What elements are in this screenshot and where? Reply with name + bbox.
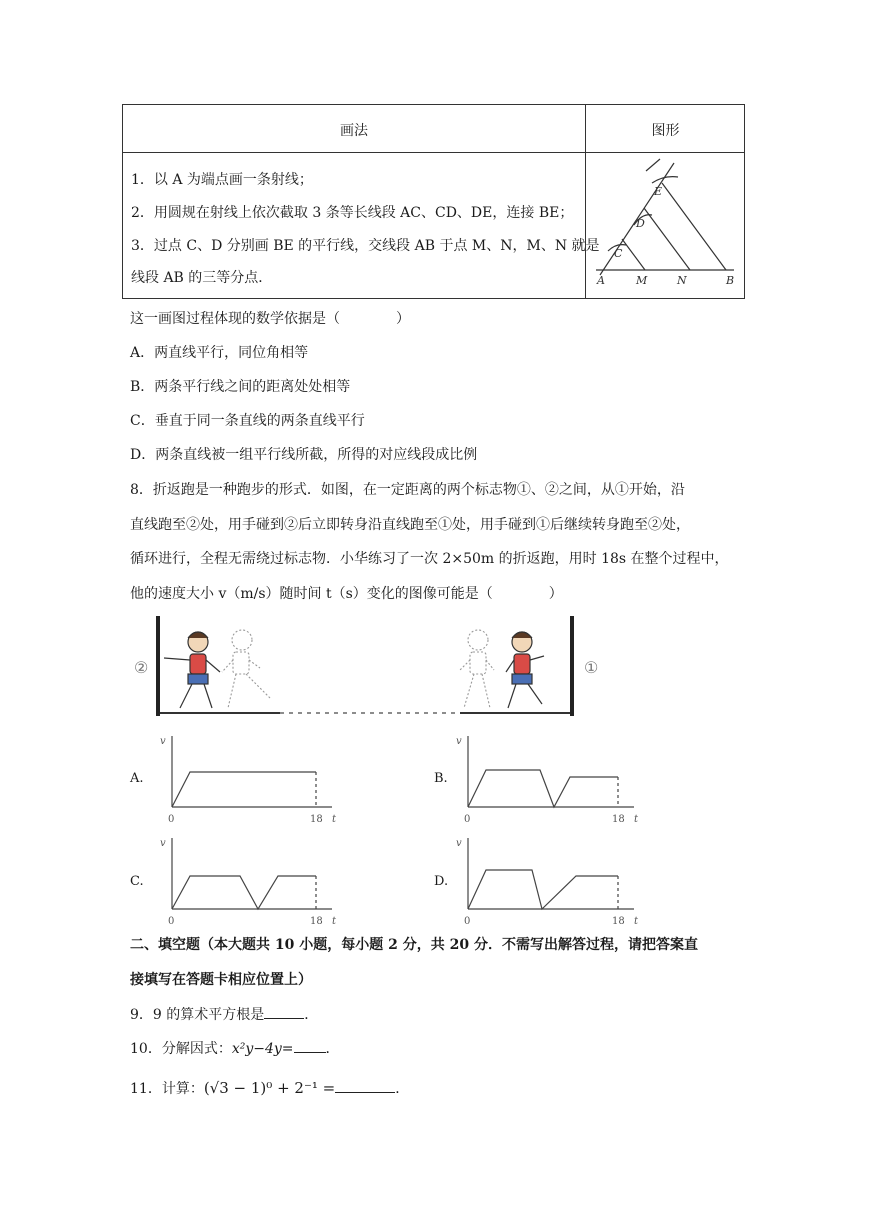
q7-stem: 这一画图过程体现的数学依据是（ ） bbox=[130, 311, 410, 327]
graph-b-end: 18 bbox=[612, 814, 625, 825]
section-2-title-line-1: 二、填空题（本大题共 10 小题，每小题 2 分，共 20 分．不需写出解答过程，请把答案直 bbox=[130, 937, 698, 953]
marker-2: ② bbox=[134, 658, 149, 677]
q7-option-a[interactable]: A．两直线平行，同位角相等 bbox=[130, 345, 309, 361]
table-step-2: 2．用圆规在射线上依次截取 3 条等长线段 AC、CD、DE，连接 BE； bbox=[131, 205, 574, 221]
q10-answer-blank[interactable] bbox=[294, 1038, 326, 1053]
marker-1: ① bbox=[584, 658, 599, 677]
q8-line-4: 他的速度大小 v（m/s）随时间 t（s）变化的图像可能是（ ） bbox=[130, 586, 563, 602]
table-step-1: 1．以 A 为端点画一条射线； bbox=[131, 172, 313, 188]
tick-e bbox=[646, 159, 660, 171]
table-step-3: 3．过点 C、D 分别画 BE 的平行线，交线段 AB 于点 M、N，M、N 就是 bbox=[131, 238, 600, 254]
q8-line-1: 8．折返跑是一种跑步的形式．如图，在一定距离的两个标志物①、②之间，从①开始，沿 bbox=[130, 482, 685, 498]
graph-c-label[interactable]: C. bbox=[130, 874, 144, 889]
q8-line-3: 循环进行，全程无需绕过标志物．小华练习了一次 2×50m 的折返跑，用时 18s 在整个过程中， bbox=[130, 551, 729, 567]
q9 bbox=[130, 1004, 318, 1024]
runner-left-ghost bbox=[222, 630, 270, 708]
shuttle-run-illustration bbox=[130, 612, 610, 720]
graph-a-end: 18 bbox=[310, 814, 323, 825]
label-b: B bbox=[726, 274, 735, 287]
q11 bbox=[130, 1078, 409, 1098]
construction-table bbox=[122, 104, 745, 299]
graph-b-curve bbox=[468, 770, 618, 807]
parallel-dn bbox=[644, 208, 690, 270]
q11-suffix: ． bbox=[395, 1081, 410, 1097]
graph-c-zero: 0 bbox=[168, 916, 175, 927]
graph-a-t: t bbox=[332, 814, 337, 825]
post-1 bbox=[570, 616, 574, 716]
graph-a-v: v bbox=[160, 736, 166, 747]
post-2 bbox=[156, 616, 160, 716]
q10-expression: x²y−4y= bbox=[231, 1041, 294, 1057]
table-step-3-cont: 线段 AB 的三等分点． bbox=[131, 270, 273, 286]
label-d: D bbox=[636, 217, 645, 230]
table-header-method: 画法 bbox=[340, 123, 368, 139]
graph-a-zero: 0 bbox=[168, 814, 175, 825]
q11-answer-blank[interactable] bbox=[335, 1078, 395, 1093]
graph-a bbox=[160, 732, 340, 827]
label-m: M bbox=[636, 274, 648, 287]
graph-a-label[interactable]: A. bbox=[130, 771, 144, 786]
table-header-figure: 图形 bbox=[651, 123, 680, 139]
graph-a-curve bbox=[172, 772, 316, 807]
q10-suffix: ． bbox=[325, 1041, 340, 1057]
label-e: E bbox=[654, 185, 663, 198]
q8-line-2: 直线跑至②处，用手碰到②后立即转身沿直线跑至①处，用手碰到①后继续转身跑至②处， bbox=[130, 517, 690, 533]
graph-c bbox=[160, 834, 340, 929]
runner-left bbox=[164, 632, 220, 708]
q9-suffix: ． bbox=[304, 1007, 319, 1023]
graph-d-zero: 0 bbox=[464, 916, 471, 927]
graph-d-label[interactable]: D. bbox=[434, 874, 449, 889]
parallel-cm bbox=[622, 239, 645, 270]
label-c: C bbox=[614, 247, 623, 260]
label-a: A bbox=[597, 274, 605, 287]
section-2-title-line-2: 接填写在答题卡相应位置上） bbox=[130, 972, 312, 988]
graph-d-curve bbox=[468, 870, 618, 909]
q7-option-c[interactable]: C．垂直于同一条直线的两条直线平行 bbox=[130, 413, 365, 429]
graph-c-end: 18 bbox=[310, 916, 323, 927]
graph-c-t: t bbox=[332, 916, 337, 927]
arc-e bbox=[652, 177, 678, 183]
trisection-figure bbox=[586, 153, 745, 299]
q11-prefix: 11．计算： bbox=[130, 1081, 204, 1097]
segment-be bbox=[662, 183, 726, 270]
graph-d bbox=[456, 834, 641, 929]
runner-right bbox=[506, 632, 544, 708]
graph-b-t: t bbox=[634, 814, 639, 825]
q7-option-b[interactable]: B．两条平行线之间的距离处处相等 bbox=[130, 379, 351, 395]
graph-c-curve bbox=[172, 876, 316, 909]
graph-b-zero: 0 bbox=[464, 814, 471, 825]
graph-d-v: v bbox=[456, 838, 462, 849]
graph-b-v: v bbox=[456, 736, 462, 747]
graph-d-t: t bbox=[634, 916, 639, 927]
graph-d-end: 18 bbox=[612, 916, 625, 927]
graph-c-v: v bbox=[160, 838, 166, 849]
q7-option-d[interactable]: D．两条直线被一组平行线所截，所得的对应线段成比例 bbox=[130, 447, 478, 463]
graph-b-label[interactable]: B. bbox=[434, 771, 448, 786]
q9-prefix: 9．9 的算术平方根是 bbox=[130, 1007, 265, 1023]
q10-prefix: 10．分解因式： bbox=[130, 1041, 232, 1057]
graph-b bbox=[456, 732, 641, 827]
q10 bbox=[130, 1038, 340, 1058]
q11-expression: (√3 − 1)⁰ + 2⁻¹ = bbox=[203, 1079, 336, 1097]
runner-right-ghost bbox=[460, 630, 494, 708]
q9-answer-blank[interactable] bbox=[264, 1004, 304, 1019]
label-n: N bbox=[677, 274, 687, 287]
